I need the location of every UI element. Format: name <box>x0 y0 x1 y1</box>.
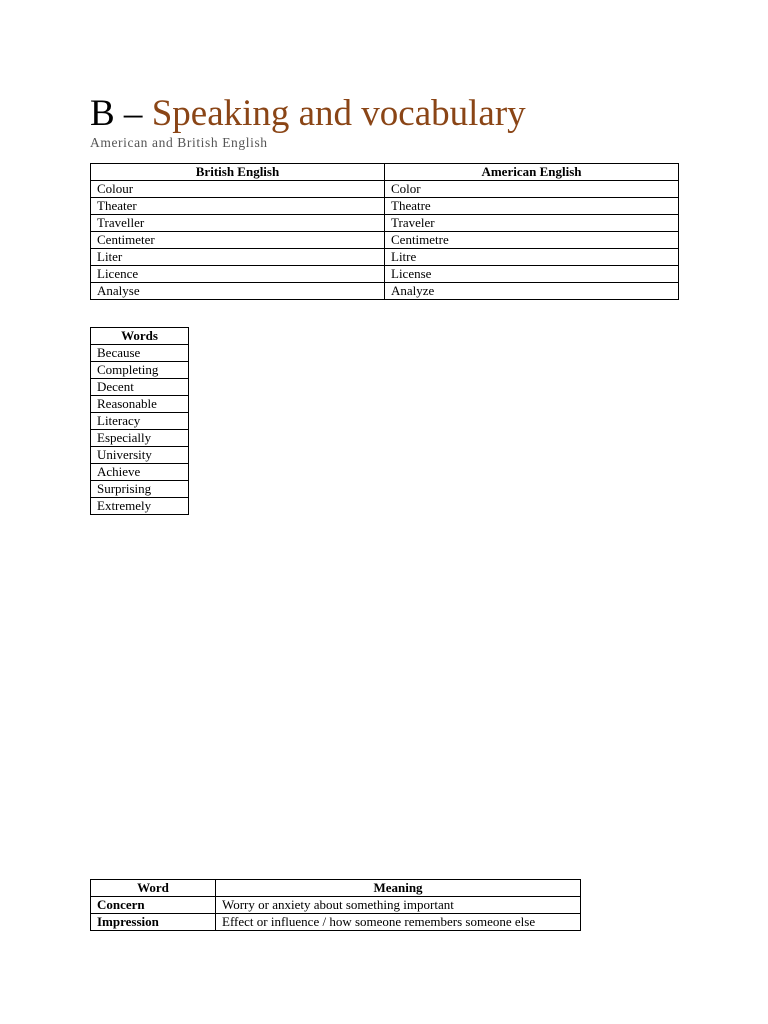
words-table <box>90 327 189 515</box>
table-row <box>91 464 189 481</box>
word-meaning-table <box>90 879 581 931</box>
page-title <box>90 92 526 136</box>
column-header-words: Words <box>91 328 189 345</box>
british-cell: Liter <box>91 249 385 266</box>
american-cell: Color <box>385 181 679 198</box>
column-header-british: British English <box>91 164 385 181</box>
table-row <box>91 215 679 232</box>
word-cell: Reasonable <box>91 396 189 413</box>
table-row <box>91 181 679 198</box>
word-cell: Because <box>91 345 189 362</box>
american-cell: Traveler <box>385 215 679 232</box>
word-cell: Surprising <box>91 481 189 498</box>
word-cell: Literacy <box>91 413 189 430</box>
british-cell: Colour <box>91 181 385 198</box>
american-cell: Theatre <box>385 198 679 215</box>
table-row <box>91 498 189 515</box>
table-header-row <box>91 328 189 345</box>
word-cell: University <box>91 447 189 464</box>
table-header-row <box>91 880 581 897</box>
american-cell: Centimetre <box>385 232 679 249</box>
word-cell: Achieve <box>91 464 189 481</box>
spelling-comparison-table <box>90 163 679 300</box>
british-cell: Theater <box>91 198 385 215</box>
table-row <box>91 198 679 215</box>
title-prefix: B – <box>90 93 143 134</box>
table-row <box>91 379 189 396</box>
british-cell: Licence <box>91 266 385 283</box>
table-row <box>91 413 189 430</box>
table-row <box>91 914 581 931</box>
table-row <box>91 345 189 362</box>
word-cell: Concern <box>91 897 216 914</box>
british-cell: Traveller <box>91 215 385 232</box>
table-row <box>91 430 189 447</box>
page-subtitle: American and British English <box>90 135 268 150</box>
meaning-cell: Effect or influence / how someone remembers someone else <box>216 914 581 931</box>
table-row <box>91 266 679 283</box>
american-cell: Analyze <box>385 283 679 300</box>
table-row <box>91 481 189 498</box>
table-row <box>91 396 189 413</box>
american-cell: Litre <box>385 249 679 266</box>
column-header-word: Word <box>91 880 216 897</box>
title-accent: Speaking and vocabulary <box>151 93 526 134</box>
british-cell: Centimeter <box>91 232 385 249</box>
british-cell: Analyse <box>91 283 385 300</box>
column-header-american: American English <box>385 164 679 181</box>
table-row <box>91 249 679 266</box>
table-row <box>91 362 189 379</box>
table-row <box>91 447 189 464</box>
word-cell: Decent <box>91 379 189 396</box>
table-row <box>91 897 581 914</box>
word-cell: Completing <box>91 362 189 379</box>
meaning-cell: Worry or anxiety about something important <box>216 897 581 914</box>
table-header-row <box>91 164 679 181</box>
word-cell: Especially <box>91 430 189 447</box>
column-header-meaning: Meaning <box>216 880 581 897</box>
american-cell: License <box>385 266 679 283</box>
table-row <box>91 283 679 300</box>
word-cell: Extremely <box>91 498 189 515</box>
table-row <box>91 232 679 249</box>
word-cell: Impression <box>91 914 216 931</box>
